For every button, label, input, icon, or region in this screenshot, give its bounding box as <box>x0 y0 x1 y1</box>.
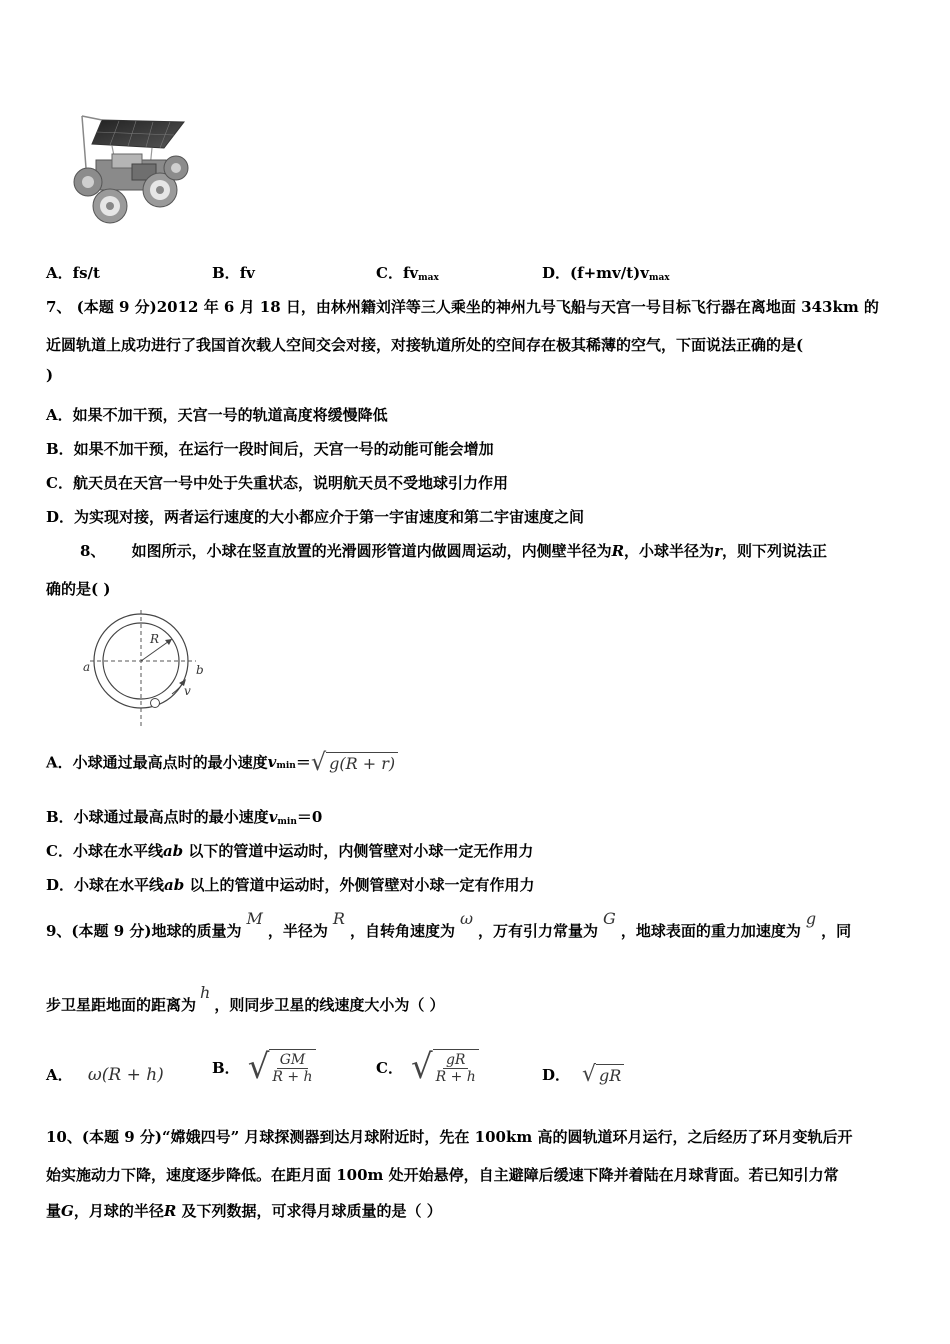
fraction <box>433 1049 479 1085</box>
equals: ＝0 <box>296 808 323 826</box>
option-text: fs/t <box>72 264 100 282</box>
var-R: R <box>163 1202 177 1220</box>
q7-option-d: D．为实现对接，两者运行速度的大小都应介于第一宇宙速度和第二宇宙速度之间 <box>46 508 585 526</box>
subscript-min: min <box>276 761 296 771</box>
stem-text: ，则同步卫星的线速度大小为（ ） <box>214 996 445 1014</box>
radicand: gR <box>596 1064 624 1085</box>
option-label: B． <box>212 264 240 282</box>
option-label: B． <box>212 1058 240 1077</box>
var-G: G <box>61 1202 74 1220</box>
option-text: B．小球通过最高点时的最小速度 <box>46 808 269 826</box>
var-M: M <box>246 909 263 928</box>
q8-stem-line1 <box>80 540 827 561</box>
q6-option-a <box>46 262 100 283</box>
q7-option-c: C．航天员在天宫一号中处于失重状态，说明航天员不受地球引力作用 <box>46 474 508 492</box>
stem-text: ，则下列说法正 <box>721 542 827 560</box>
denominator: R + h <box>272 1069 313 1085</box>
equals: ＝ <box>295 753 311 772</box>
sqrt-formula: √ gR <box>582 1062 624 1087</box>
q8-option-d <box>46 874 534 895</box>
var-omega: ω <box>459 909 474 928</box>
option-text: 以上的管道中运动时，外侧管壁对小球一定有作用力 <box>189 876 535 894</box>
solar-car-image <box>72 108 194 226</box>
q8-option-a <box>46 748 398 776</box>
var-h: h <box>200 983 211 1002</box>
subscript-min: min <box>277 817 297 827</box>
q8-option-c <box>46 840 533 861</box>
stem-text: ，万有引力常量为 <box>478 922 599 940</box>
q9-option-a <box>46 1064 164 1085</box>
q7-stem-line2: 近圆轨道上成功进行了我国首次载人空间交会对接，对接轨道所处的空间存在极其稀薄的空气，下面说法正确的是( <box>46 336 804 354</box>
q7-option-a: A．如果不加干预，天宫一号的轨道高度将缓慢降低 <box>46 406 388 424</box>
stem-text: ，小球半径为 <box>624 542 715 560</box>
stem-text: 如图所示，小球在竖直放置的光滑圆形管道内做圆周运动，内侧壁半径为 <box>131 542 612 560</box>
var-v: v <box>267 753 277 771</box>
q10-stem-line2: 始实施动力下降，速度逐步降低。在距月面 100m 处开始悬停，自主避障后缓速下降并着陆在月球背面。若已知引力常 <box>46 1166 839 1184</box>
circular-tube-figure <box>80 608 210 734</box>
option-subscript: max <box>418 273 439 283</box>
option-label: A． <box>46 1066 73 1084</box>
q9-option-b <box>212 1042 316 1092</box>
q9-option-d <box>542 1062 624 1087</box>
stem-text: 9、(本题 9 分)地球的质量为 <box>46 922 242 940</box>
figure-label-v: v <box>184 684 191 698</box>
var-ab: ab <box>162 842 184 860</box>
figure-label-R: R <box>150 632 160 646</box>
option-text: fv <box>402 264 419 282</box>
option-label: C． <box>376 264 403 282</box>
q6-option-b <box>212 262 255 283</box>
stem-text: ，半径为 <box>267 922 328 940</box>
var-R: R <box>611 542 625 560</box>
q6-option-d <box>542 262 670 283</box>
var-R: R <box>332 909 345 928</box>
option-text: C．小球在水平线 <box>46 842 163 860</box>
option-label: A． <box>46 264 73 282</box>
sqrt-fraction: √ $\frac{gR}{R + h}$ <box>411 1049 479 1085</box>
figure-label-a: a <box>83 660 91 674</box>
question-number: 8、 <box>80 542 106 560</box>
q9-stem-line2 <box>46 982 445 1014</box>
var-v: v <box>268 808 278 826</box>
figure-label-b: b <box>196 663 204 677</box>
stem-text: 量 <box>46 1202 62 1220</box>
q10-stem-line1: 10、(本题 9 分)“嫦娥四号” 月球探测器到达月球附近时，先在 100km 高的圆轨道环月运行，之后经历了环月变轨后开 <box>46 1128 853 1146</box>
denominator: R + h <box>435 1069 476 1085</box>
option-label: C． <box>376 1058 403 1077</box>
var-r: r <box>714 542 722 560</box>
option-text: (f+mv/t)v <box>570 264 649 282</box>
option-subscript: max <box>648 273 670 283</box>
var-ab: ab <box>164 876 185 894</box>
q10-stem-line3 <box>46 1200 442 1221</box>
q7-stem-line3: ) <box>46 366 54 384</box>
option-label: D． <box>542 264 571 282</box>
stem-text: ，月球的半径 <box>73 1202 164 1220</box>
fraction <box>269 1049 315 1085</box>
formula: ω(R + h) <box>87 1065 164 1085</box>
q6-option-c <box>376 262 439 283</box>
option-text: 以下的管道中运动时，内侧管壁对小球一定无作用力 <box>188 842 534 860</box>
stem-text: ，同 <box>821 922 852 940</box>
stem-text: 及下列数据，可求得月球质量的是（ ） <box>181 1202 442 1220</box>
q8-option-b <box>46 806 322 827</box>
q8-stem-line2: 确的是( ) <box>46 580 111 598</box>
option-text: D．小球在水平线 <box>46 876 165 894</box>
option-label: D． <box>542 1066 571 1084</box>
q9-option-c <box>376 1042 479 1092</box>
numerator: gR <box>443 1052 469 1069</box>
numerator: GM <box>277 1052 309 1069</box>
var-G: G <box>603 909 616 928</box>
stem-text: 步卫星距地面的距离为 <box>46 996 197 1014</box>
stem-text: ，自转角速度为 <box>349 922 455 940</box>
q7-option-b: B．如果不加干预，在运行一段时间后，天宫一号的动能可能会增加 <box>46 440 494 458</box>
option-text: fv <box>239 264 255 282</box>
q7-stem-line1: 7、 (本题 9 分)2012 年 6 月 18 日，由林州籍刘洋等三人乘坐的神州九号飞船与天宫一号目标飞行器在离地面 343km 的 <box>46 298 879 316</box>
sqrt-formula: √ g(R + r) <box>311 748 398 776</box>
radicand: g(R + r) <box>326 752 398 773</box>
option-text: A．小球通过最高点时的最小速度 <box>46 753 268 772</box>
sqrt-fraction: √ $\frac{GM}{R + h}$ <box>248 1049 316 1085</box>
q9-stem-line1 <box>46 908 851 948</box>
stem-text: ，地球表面的重力加速度为 <box>620 922 801 940</box>
var-g: g <box>805 909 817 928</box>
